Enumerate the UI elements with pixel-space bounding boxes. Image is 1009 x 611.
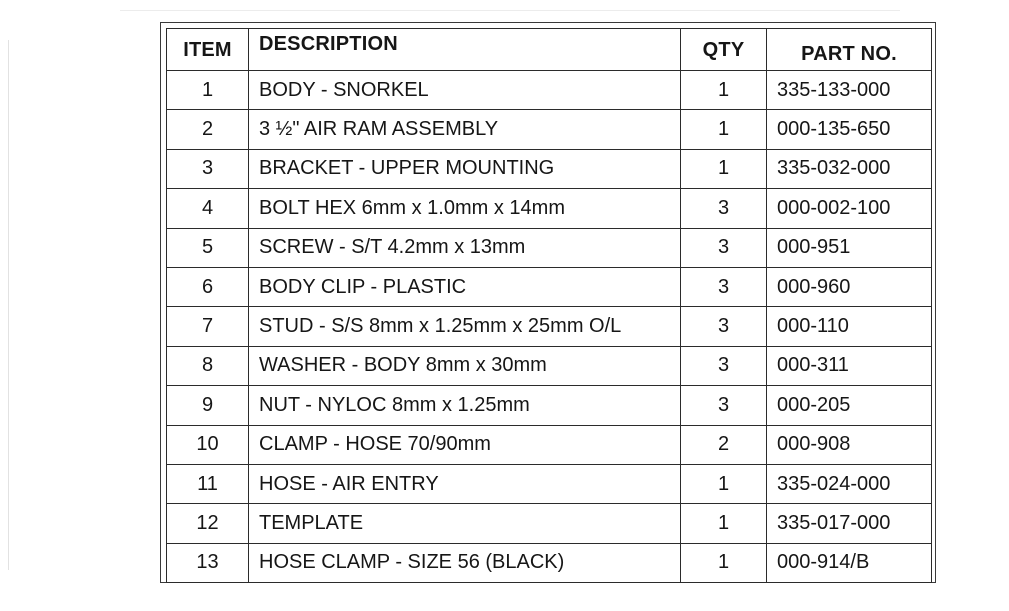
cell-item: 3 <box>167 149 249 188</box>
cell-qty: 1 <box>681 71 767 110</box>
cell-description: CLAMP - HOSE 70/90mm <box>249 425 681 464</box>
cell-part-no: 000-311 <box>767 346 932 385</box>
cell-part-no: 000-110 <box>767 307 932 346</box>
cell-qty: 1 <box>681 464 767 503</box>
cell-description: STUD - S/S 8mm x 1.25mm x 25mm O/L <box>249 307 681 346</box>
cell-part-no: 335-017-000 <box>767 504 932 543</box>
cell-part-no: 000-908 <box>767 425 932 464</box>
cell-qty: 3 <box>681 307 767 346</box>
cell-description: NUT - NYLOC 8mm x 1.25mm <box>249 386 681 425</box>
scan-edge-line <box>8 40 9 570</box>
cell-item: 7 <box>167 307 249 346</box>
cell-item: 12 <box>167 504 249 543</box>
cell-part-no: 000-002-100 <box>767 189 932 228</box>
table-row <box>167 110 932 149</box>
table-row <box>167 267 932 306</box>
cell-item: 1 <box>167 71 249 110</box>
cell-description: BODY - SNORKEL <box>249 71 681 110</box>
cell-qty: 1 <box>681 543 767 582</box>
cell-description: BODY CLIP - PLASTIC <box>249 267 681 306</box>
table-row <box>167 307 932 346</box>
cell-item: 8 <box>167 346 249 385</box>
table-row <box>167 189 932 228</box>
cell-item: 13 <box>167 543 249 582</box>
parts-list-table <box>166 28 932 583</box>
cell-description: 3 ½" AIR RAM ASSEMBLY <box>249 110 681 149</box>
scan-edge-line-top <box>120 10 900 11</box>
cell-description: BOLT HEX 6mm x 1.0mm x 14mm <box>249 189 681 228</box>
cell-part-no: 000-951 <box>767 228 932 267</box>
cell-item: 9 <box>167 386 249 425</box>
cell-part-no: 335-133-000 <box>767 71 932 110</box>
cell-qty: 2 <box>681 425 767 464</box>
table-body <box>167 71 932 583</box>
table-row <box>167 464 932 503</box>
cell-qty: 3 <box>681 386 767 425</box>
table-row <box>167 149 932 188</box>
cell-part-no: 000-205 <box>767 386 932 425</box>
cell-item: 4 <box>167 189 249 228</box>
cell-item: 10 <box>167 425 249 464</box>
cell-description: HOSE - AIR ENTRY <box>249 464 681 503</box>
header-item: ITEM <box>167 29 249 71</box>
cell-description: WASHER - BODY 8mm x 30mm <box>249 346 681 385</box>
cell-part-no: 000-135-650 <box>767 110 932 149</box>
cell-qty: 1 <box>681 504 767 543</box>
table-row <box>167 71 932 110</box>
cell-qty: 3 <box>681 189 767 228</box>
table-row <box>167 228 932 267</box>
cell-qty: 3 <box>681 267 767 306</box>
cell-qty: 3 <box>681 346 767 385</box>
cell-qty: 1 <box>681 110 767 149</box>
cell-description: TEMPLATE <box>249 504 681 543</box>
cell-item: 5 <box>167 228 249 267</box>
table-header <box>167 29 932 71</box>
header-description: DESCRIPTION <box>249 29 681 71</box>
cell-part-no: 000-960 <box>767 267 932 306</box>
table-row <box>167 386 932 425</box>
cell-part-no: 335-024-000 <box>767 464 932 503</box>
header-qty: QTY <box>681 29 767 71</box>
cell-qty: 1 <box>681 149 767 188</box>
table-row <box>167 504 932 543</box>
header-row <box>167 29 932 71</box>
cell-part-no: 335-032-000 <box>767 149 932 188</box>
header-part-no: PART NO. <box>767 29 932 71</box>
table-row <box>167 346 932 385</box>
cell-part-no: 000-914/B <box>767 543 932 582</box>
cell-qty: 3 <box>681 228 767 267</box>
cell-item: 2 <box>167 110 249 149</box>
cell-item: 6 <box>167 267 249 306</box>
table-row <box>167 543 932 582</box>
cell-description: BRACKET - UPPER MOUNTING <box>249 149 681 188</box>
cell-description: SCREW - S/T 4.2mm x 13mm <box>249 228 681 267</box>
cell-description: HOSE CLAMP - SIZE 56 (BLACK) <box>249 543 681 582</box>
table-row <box>167 425 932 464</box>
cell-item: 11 <box>167 464 249 503</box>
